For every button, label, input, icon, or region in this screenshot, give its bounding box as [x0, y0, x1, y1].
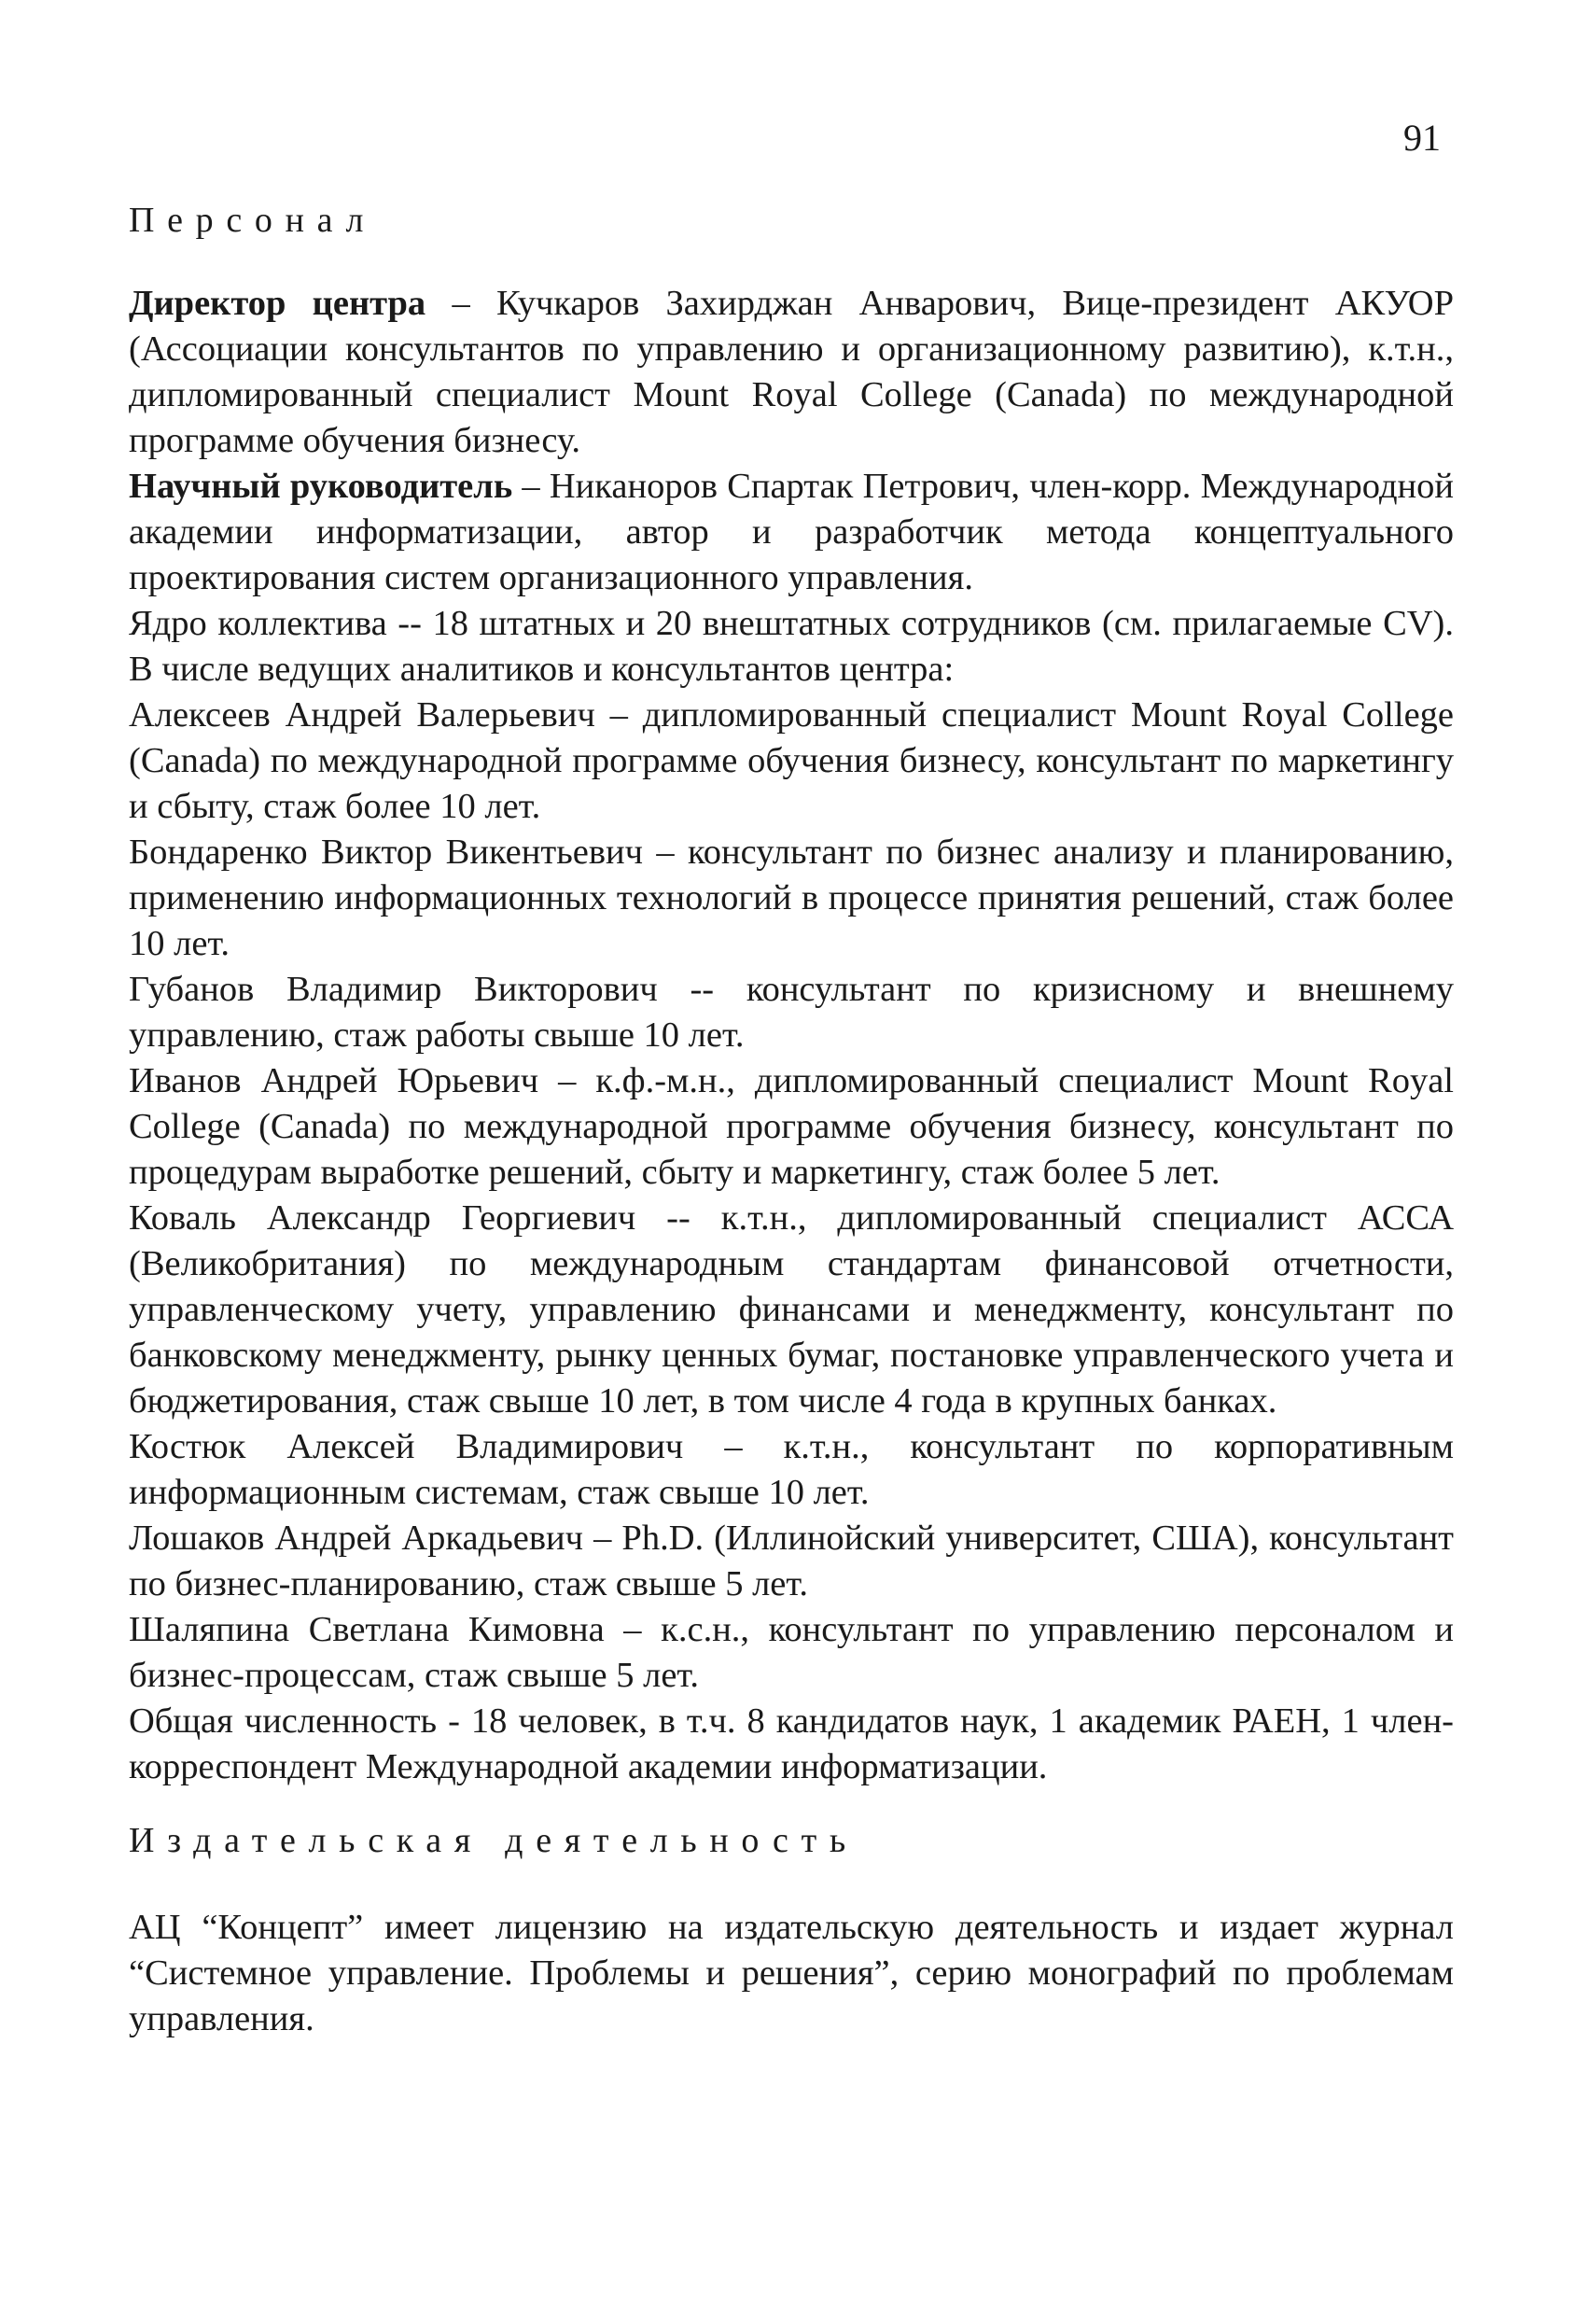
core-team-paragraph: Ядро коллектива -- 18 штатных и 20 внештатных сотрудников (см. прилагаемые CV). В числе ведущих аналитиков и консультантов центра: — [129, 604, 1454, 689]
member-name: Костюк Алексей Владимирович — [129, 1427, 684, 1466]
member-name: Шаляпина Светлана Кимовна — [129, 1610, 605, 1649]
member-name: Лошаков Андрей Аркадьевич — [129, 1519, 584, 1558]
page-content — [129, 198, 1454, 2042]
member-text: – дипломированный специалист Mount Royal College (Canada) по международной программе обучения бизнесу, консультант по маркетингу и сбыту, стаж более 10 лет. — [129, 695, 1454, 826]
publishing-paragraph: АЦ “Концепт” имеет лицензию на издательскую деятельность и издает журнал “Системное управление. Проблемы и решения”, серию монографий по проблемам управления. — [129, 1908, 1454, 2038]
member-text: – Ph.D. (Иллинойский университет, США), консультант по бизнес-планированию, стаж свыше 5 лет. — [129, 1519, 1455, 1603]
supervisor-text: – Никаноров Спартак Петрович, член-корр. Международной академии информатизации, автор и разработчик метода концептуального проектирования систем организационного управления. — [129, 467, 1454, 597]
member-text: – к.ф.-м.н., дипломированный специалист Mount Royal College (Canada) по международной программе обучения бизнесу, консультант по процедурам выработке решений, сбыту и маркетингу, стаж более 5 лет. — [129, 1061, 1454, 1192]
section-title-publishing: Издательская деятельность — [129, 1821, 858, 1860]
member-text: – к.с.н., консультант по управлению персоналом и бизнес-процессам, стаж свыше 5 лет. — [129, 1610, 1454, 1695]
total-staff-paragraph: Общая численность - 18 человек, в т.ч. 8 кандидатов наук, 1 академик РАЕН, 1 член-корреспондент Международной академии информатизации. — [129, 1701, 1454, 1786]
member-paragraph — [129, 1196, 1454, 1424]
director-text: – Кучкаров Захирджан Анварович, Вице-президент АКУОР (Ассоциации консультантов по управлению и организационному развитию), к.т.н., дипломированный специалист Mount Royal College (Canada) по международной программе обучения бизнесу. — [129, 284, 1454, 460]
member-name: Иванов Андрей Юрьевич — [129, 1061, 539, 1100]
member-name: Бондаренко Виктор Викентьевич — [129, 833, 643, 872]
member-paragraph — [129, 693, 1454, 830]
supervisor-label: Научный руководитель — [129, 467, 513, 506]
member-paragraph — [129, 830, 1454, 967]
page-number: 91 — [1403, 117, 1441, 159]
member-name: Коваль Александр Георгиевич — [129, 1198, 636, 1238]
member-name: Губанов Владимир Викторович — [129, 970, 658, 1009]
member-paragraph — [129, 1516, 1454, 1607]
member-text: -- к.т.н., дипломированный специалист АССА (Великобритания) по международным стандартам финансовой отчетности, управленческому учету, управлению финансами и менеджменту, консультант по банковскому менеджменту, рынку ценных бумаг, постановке управленческого учета и бюджетирования, стаж свыше 10 лет, в том числе 4 года в крупных банках. — [129, 1198, 1454, 1421]
member-paragraph — [129, 1607, 1454, 1699]
director-paragraph — [129, 281, 1454, 464]
supervisor-paragraph — [129, 464, 1454, 601]
member-name: Алексеев Андрей Валерьевич — [129, 695, 595, 735]
director-label: Директор центра — [129, 284, 426, 323]
member-text: -- консультант по кризисному и внешнему управлению, стаж работы свыше 10 лет. — [129, 970, 1454, 1055]
member-text: – консультант по бизнес анализу и планированию, применению информационных технологий в процессе принятия решений, стаж более 10 лет. — [129, 833, 1454, 963]
member-paragraph — [129, 1424, 1454, 1516]
member-paragraph — [129, 1058, 1454, 1196]
section-title-staff: Персонал — [129, 201, 377, 240]
member-paragraph — [129, 967, 1454, 1058]
member-text: – к.т.н., консультант по корпоративным информационным системам, стаж свыше 10 лет. — [129, 1427, 1455, 1512]
